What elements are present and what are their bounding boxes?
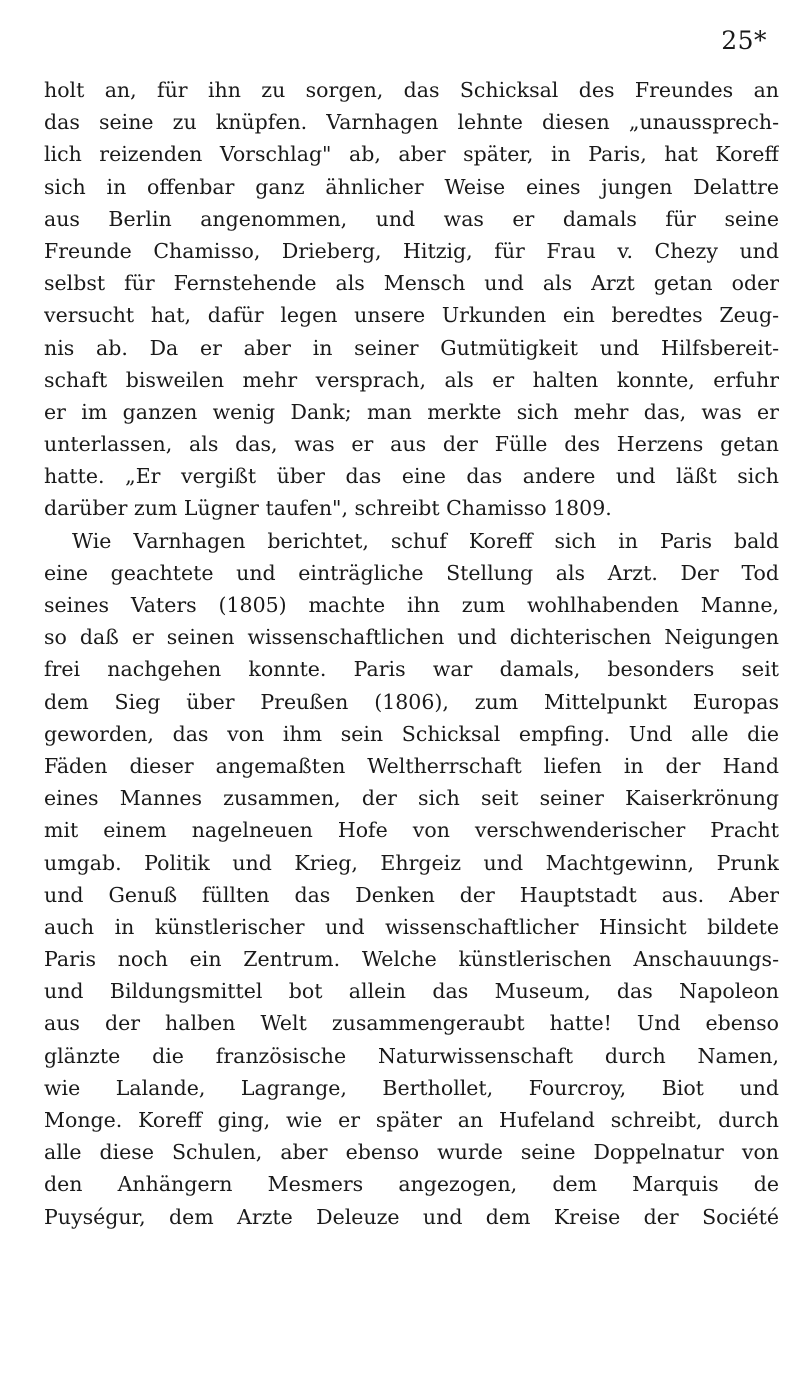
text-line: und Bildungsmittel bot allein das Museum, das Napoleon <box>44 979 779 1004</box>
text-line: darüber zum Lügner taufen", schreibt Chamisso 1809. <box>44 496 612 521</box>
page-number: 25* <box>721 26 767 55</box>
text-line: unterlassen, als das, was er aus der Fülle des Herzens getan <box>44 432 779 457</box>
text-line: eine geachtete und einträgliche Stellung als Arzt. Der Tod <box>44 560 779 585</box>
text-line: aus der halben Welt zusammengeraubt hatte! Und ebenso <box>44 1011 779 1036</box>
text-line: Fäden dieser angemaßten Weltherrschaft liefen in der Hand <box>44 753 779 778</box>
text-line: versucht hat, dafür legen unsere Urkunden ein beredtes Zeug- <box>44 303 779 328</box>
text-line: schaft bisweilen mehr versprach, als er halten konnte, erfuhr <box>44 367 779 392</box>
text-line: hatte. „Er vergißt über das eine das andere und läßt sich <box>44 464 779 489</box>
text-line: frei nachgehen konnte. Paris war damals, besonders seit <box>44 657 779 682</box>
text-line: und Genuß füllten das Denken der Hauptstadt aus. Aber <box>44 882 779 907</box>
text-line: den Anhängern Mesmers angezogen, dem Marquis de <box>44 1172 779 1197</box>
text-line: sich in offenbar ganz ähnlicher Weise eines jungen Delattre <box>44 174 779 199</box>
text-line: Puységur, dem Arzte Deleuze und dem Kreise der Société <box>44 1204 779 1229</box>
text-line: das seine zu knüpfen. Varnhagen lehnte diesen „unaussprech- <box>44 110 779 135</box>
text-line: holt an, für ihn zu sorgen, das Schicksal des Freundes an <box>44 78 779 102</box>
text-line: auch in künstlerischer und wissenschaftlicher Hinsicht bildete <box>44 914 779 939</box>
text-line: seines Vaters (1805) machte ihn zum wohlhabenden Manne, <box>44 593 779 617</box>
text-line: Wie Varnhagen berichtet, schuf Koreff sich in Paris bald <box>72 528 779 553</box>
text-line: eines Mannes zusammen, der sich seit seiner Kaiserkrönung <box>44 786 779 811</box>
text-line: lich reizenden Vorschlag" ab, aber später, in Paris, hat Koreff <box>44 142 779 167</box>
text-line: selbst für Fernstehende als Mensch und als Arzt getan oder <box>44 271 779 296</box>
text-line: so daß er seinen wissenschaftlichen und dichterischen Neigungen <box>44 625 779 650</box>
text-line: nis ab. Da er aber in seiner Gutmütigkeit und Hilfsbereit- <box>44 335 779 360</box>
text-line: mit einem nagelneuen Hofe von verschwenderischer Pracht <box>44 818 779 843</box>
text-line: umgab. Politik und Krieg, Ehrgeiz und Machtgewinn, Prunk <box>44 850 779 875</box>
text-line: Paris noch ein Zentrum. Welche künstlerischen Anschauungs- <box>44 947 779 972</box>
body-text <box>44 74 779 1233</box>
text-line: er im ganzen wenig Dank; man merkte sich mehr das, was er <box>44 399 779 424</box>
text-line: geworden, das von ihm sein Schicksal empfing. Und alle die <box>44 721 779 746</box>
text-line: wie Lalande, Lagrange, Berthollet, Fourcroy, Biot und <box>44 1075 779 1100</box>
text-line: alle diese Schulen, aber ebenso wurde seine Doppelnatur von <box>44 1140 779 1165</box>
text-line: glänzte die französische Naturwissenschaft durch Namen, <box>44 1043 779 1068</box>
text-line: aus Berlin angenommen, und was er damals für seine <box>44 206 779 231</box>
text-line: dem Sieg über Preußen (1806), zum Mittelpunkt Europas <box>44 689 779 714</box>
text-line: Freunde Chamisso, Drieberg, Hitzig, für Frau v. Chezy und <box>44 238 779 263</box>
text-line: Monge. Koreff ging, wie er später an Hufeland schreibt, durch <box>44 1108 779 1132</box>
